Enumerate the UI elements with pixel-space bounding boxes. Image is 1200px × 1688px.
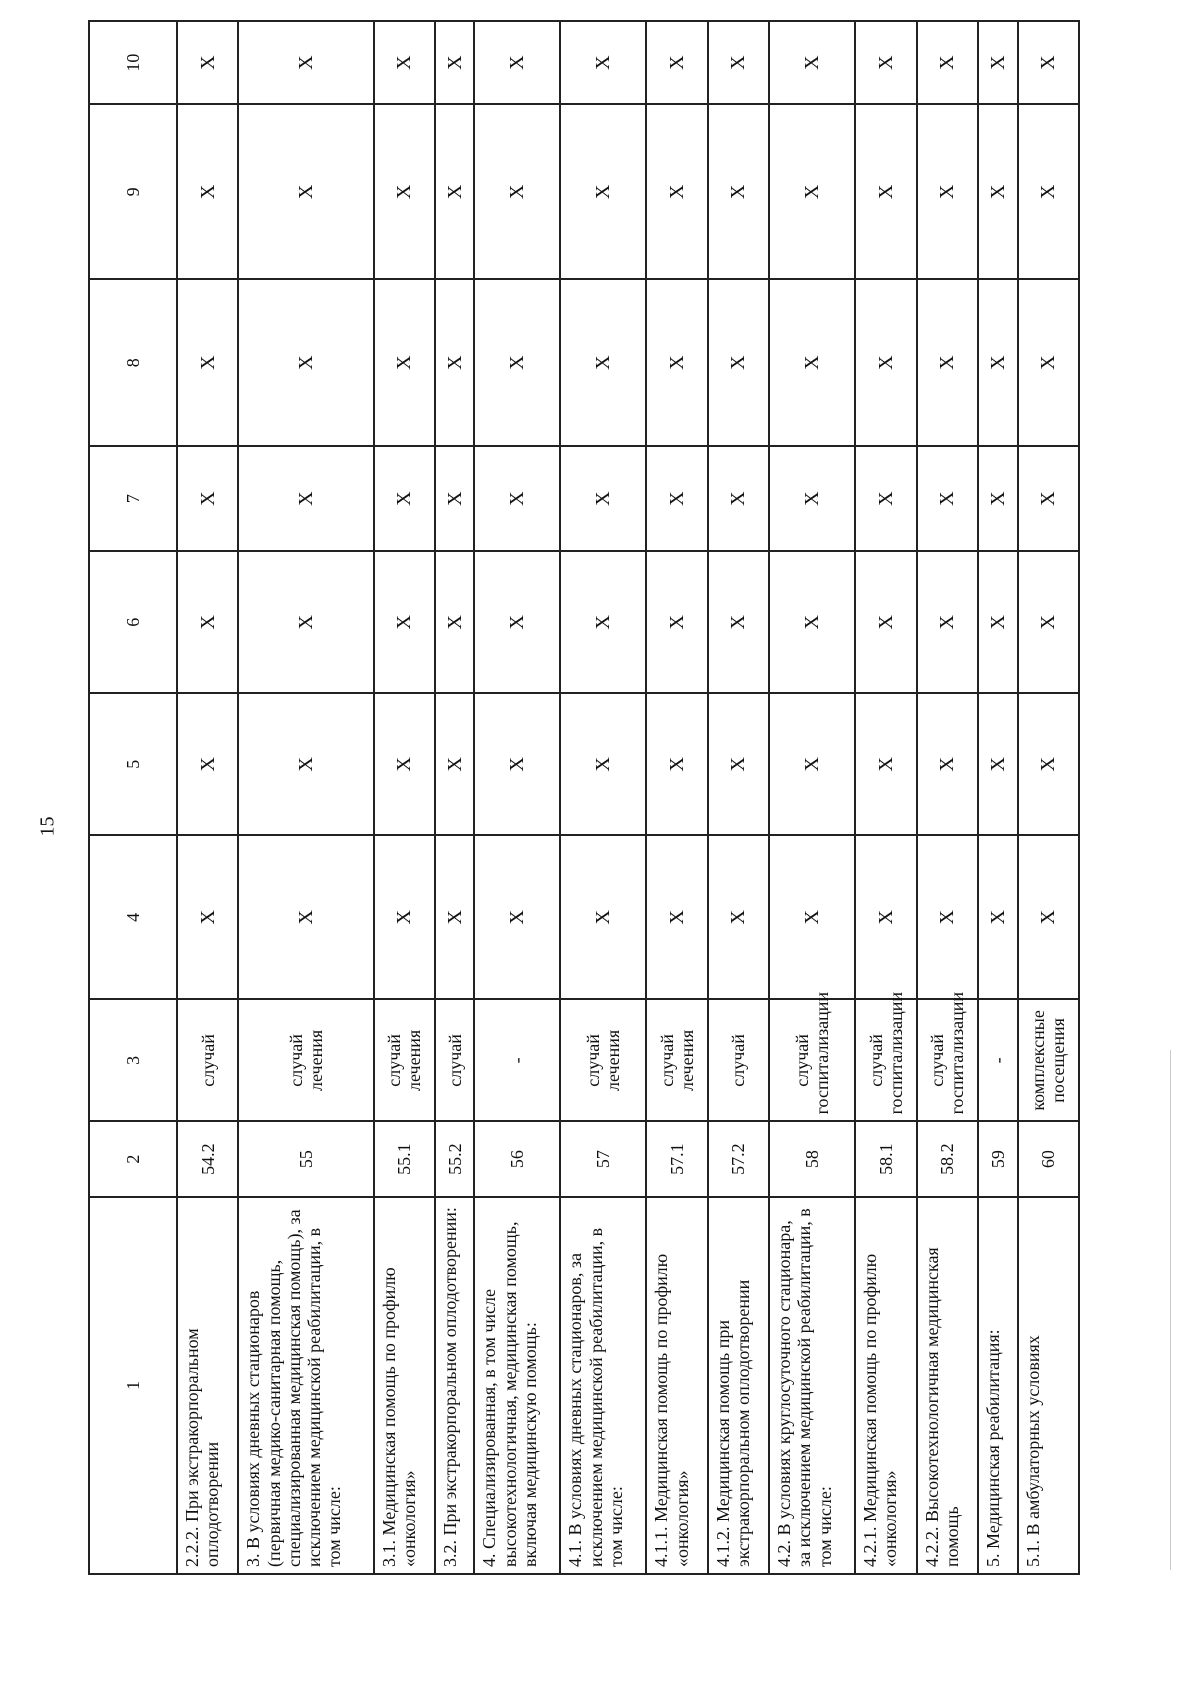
table-row: [855, 21, 916, 1574]
table-row: [177, 21, 238, 1574]
value-cell: X: [708, 835, 769, 999]
row-label-cell: 4.2.1. Медицинская помощь по профилю «онкология»: [855, 1197, 916, 1574]
unit-cell: случай: [435, 999, 475, 1121]
row-label-cell: 4.1.2. Медицинская помощь при экстракорпоральном оплодотворении: [708, 1197, 769, 1574]
row-label-cell: 4. Специализированная, в том числе высокотехнологичная, медицинская помощь, включая медицинскую помощь:: [474, 1197, 560, 1574]
unit-cell: случай: [708, 999, 769, 1121]
row-number-cell: 59: [978, 1121, 1018, 1196]
col-header: 2: [89, 1121, 177, 1196]
value-cell: X: [435, 280, 475, 446]
value-cell: X: [1018, 693, 1079, 835]
value-cell: X: [708, 693, 769, 835]
value-cell: X: [917, 21, 978, 104]
value-cell: X: [435, 551, 475, 693]
table-row: [708, 21, 769, 1574]
value-cell: X: [1018, 835, 1079, 999]
value-cell: X: [374, 104, 435, 279]
row-number-cell: 57.1: [646, 1121, 707, 1196]
row-label-cell: 3. В условиях дневных стационаров (первичная медико-санитарная помощь, специализированная медицинская помощь), за исключением медицинской реабилитации, в том числе:: [238, 1197, 373, 1574]
value-cell: X: [769, 104, 855, 279]
row-label-cell: 2.2.2. При экстракорпоральном оплодотворении: [177, 1197, 238, 1574]
row-number-cell: 55.2: [435, 1121, 475, 1196]
value-cell: X: [769, 446, 855, 551]
col-header: 3: [89, 999, 177, 1121]
value-cell: X: [978, 446, 1018, 551]
unit-cell: -: [978, 999, 1018, 1121]
value-cell: X: [560, 551, 646, 693]
row-label-cell: 5. Медицинская реабилитация:: [978, 1197, 1018, 1574]
table-row: [917, 21, 978, 1574]
table-row: [1018, 21, 1079, 1574]
value-cell: X: [855, 446, 916, 551]
value-cell: X: [1018, 21, 1079, 104]
value-cell: X: [769, 21, 855, 104]
value-cell: X: [238, 21, 373, 104]
value-cell: X: [374, 21, 435, 104]
value-cell: X: [855, 21, 916, 104]
unit-cell: случай лечения: [560, 999, 646, 1121]
value-cell: X: [855, 835, 916, 999]
table-row: [560, 21, 646, 1574]
value-cell: X: [177, 21, 238, 104]
value-cell: X: [474, 104, 560, 279]
value-cell: X: [374, 446, 435, 551]
value-cell: X: [177, 104, 238, 279]
row-label-cell: 4.1. В условиях дневных стационаров, за исключением медицинской реабилитации, в том числе:: [560, 1197, 646, 1574]
col-header: 1: [89, 1197, 177, 1574]
value-cell: X: [769, 693, 855, 835]
value-cell: X: [560, 280, 646, 446]
row-number-cell: 58: [769, 1121, 855, 1196]
unit-cell: случай: [177, 999, 238, 1121]
col-header: 9: [89, 104, 177, 279]
value-cell: X: [560, 104, 646, 279]
table-row: [978, 21, 1018, 1574]
header-row: [89, 21, 177, 1574]
row-number-cell: 55: [238, 1121, 373, 1196]
value-cell: X: [1018, 446, 1079, 551]
col-header: 6: [89, 551, 177, 693]
value-cell: X: [646, 693, 707, 835]
value-cell: X: [769, 835, 855, 999]
value-cell: X: [177, 551, 238, 693]
value-cell: X: [978, 280, 1018, 446]
value-cell: X: [1018, 104, 1079, 279]
rotated-table-container: [88, 20, 1080, 1575]
value-cell: X: [978, 21, 1018, 104]
value-cell: X: [435, 693, 475, 835]
value-cell: X: [435, 104, 475, 279]
value-cell: X: [646, 280, 707, 446]
row-number-cell: 57: [560, 1121, 646, 1196]
row-label-cell: 4.2. В условиях круглосуточного стационара, за исключением медицинской реабилитации, в том числе:: [769, 1197, 855, 1574]
scan-edge-line: [1170, 1050, 1171, 1570]
col-header: 4: [89, 835, 177, 999]
row-label-cell: 3.1. Медицинская помощь по профилю «онкология»: [374, 1197, 435, 1574]
table-body: [177, 21, 1079, 1574]
value-cell: X: [646, 104, 707, 279]
value-cell: X: [560, 446, 646, 551]
value-cell: X: [435, 835, 475, 999]
value-cell: X: [474, 280, 560, 446]
row-number-cell: 55.1: [374, 1121, 435, 1196]
value-cell: X: [560, 693, 646, 835]
row-number-cell: 54.2: [177, 1121, 238, 1196]
value-cell: X: [560, 21, 646, 104]
value-cell: X: [474, 835, 560, 999]
table-row: [374, 21, 435, 1574]
unit-cell: -: [474, 999, 560, 1121]
value-cell: X: [474, 693, 560, 835]
unit-cell: случай лечения: [238, 999, 373, 1121]
value-cell: X: [646, 551, 707, 693]
row-number-cell: 60: [1018, 1121, 1079, 1196]
value-cell: X: [177, 280, 238, 446]
value-cell: X: [238, 280, 373, 446]
value-cell: X: [978, 551, 1018, 693]
table-row: [769, 21, 855, 1574]
table-row: [474, 21, 560, 1574]
row-number-cell: 58.1: [855, 1121, 916, 1196]
value-cell: X: [917, 280, 978, 446]
value-cell: X: [177, 835, 238, 999]
row-label-cell: 4.1.1. Медицинская помощь по профилю «онкология»: [646, 1197, 707, 1574]
value-cell: X: [374, 835, 435, 999]
value-cell: X: [646, 21, 707, 104]
value-cell: X: [708, 446, 769, 551]
value-cell: X: [917, 551, 978, 693]
table-row: [238, 21, 373, 1574]
value-cell: X: [855, 693, 916, 835]
row-number-cell: 56: [474, 1121, 560, 1196]
unit-cell: комплексные посещения: [1018, 999, 1079, 1121]
row-label-cell: 5.1. В амбулаторных условиях: [1018, 1197, 1079, 1574]
value-cell: X: [708, 104, 769, 279]
value-cell: X: [238, 104, 373, 279]
data-table: [88, 20, 1080, 1575]
value-cell: X: [435, 446, 475, 551]
unit-cell: случай госпитализации: [917, 999, 978, 1121]
value-cell: X: [978, 104, 1018, 279]
value-cell: X: [855, 280, 916, 446]
value-cell: X: [177, 446, 238, 551]
unit-cell: случай госпитализации: [855, 999, 916, 1121]
unit-cell: случай лечения: [374, 999, 435, 1121]
row-number-cell: 58.2: [917, 1121, 978, 1196]
value-cell: X: [238, 835, 373, 999]
value-cell: X: [1018, 280, 1079, 446]
value-cell: X: [474, 551, 560, 693]
unit-cell: случай лечения: [646, 999, 707, 1121]
unit-cell: случай госпитализации: [769, 999, 855, 1121]
value-cell: X: [374, 280, 435, 446]
value-cell: X: [978, 835, 1018, 999]
value-cell: X: [917, 693, 978, 835]
value-cell: X: [474, 446, 560, 551]
page-number: 15: [36, 816, 59, 837]
value-cell: X: [708, 21, 769, 104]
value-cell: X: [917, 104, 978, 279]
value-cell: X: [646, 446, 707, 551]
col-header: 8: [89, 280, 177, 446]
col-header: 5: [89, 693, 177, 835]
row-label-cell: 3.2. При экстракорпоральном оплодотворении:: [435, 1197, 475, 1574]
col-header: 10: [89, 21, 177, 104]
value-cell: X: [238, 446, 373, 551]
value-cell: X: [474, 21, 560, 104]
table-row: [646, 21, 707, 1574]
value-cell: X: [435, 21, 475, 104]
value-cell: X: [978, 693, 1018, 835]
value-cell: X: [374, 693, 435, 835]
value-cell: X: [560, 835, 646, 999]
value-cell: X: [177, 693, 238, 835]
value-cell: X: [1018, 551, 1079, 693]
value-cell: X: [238, 693, 373, 835]
table-row: [435, 21, 475, 1574]
row-label-cell: 4.2.2. Высокотехнологичная медицинская помощь: [917, 1197, 978, 1574]
value-cell: X: [646, 835, 707, 999]
value-cell: X: [708, 551, 769, 693]
value-cell: X: [374, 551, 435, 693]
value-cell: X: [708, 280, 769, 446]
value-cell: X: [769, 280, 855, 446]
col-header: 7: [89, 446, 177, 551]
value-cell: X: [855, 551, 916, 693]
value-cell: X: [769, 551, 855, 693]
row-number-cell: 57.2: [708, 1121, 769, 1196]
value-cell: X: [917, 835, 978, 999]
value-cell: X: [238, 551, 373, 693]
value-cell: X: [855, 104, 916, 279]
value-cell: X: [917, 446, 978, 551]
